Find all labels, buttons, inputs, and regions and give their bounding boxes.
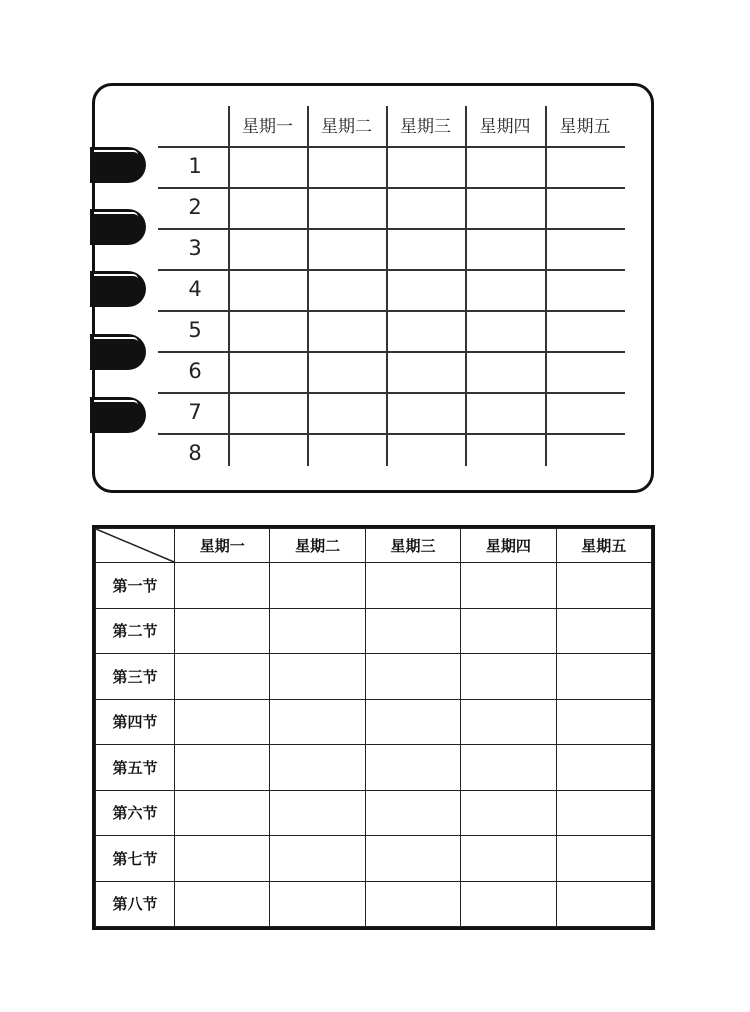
grid-empty-cell[interactable]: [270, 654, 365, 700]
grid-period-row: [96, 608, 652, 654]
grid-period-row: [96, 790, 652, 836]
grid-day-header: 星期一: [175, 529, 270, 563]
grid-period-label: 第八节: [96, 881, 175, 927]
notebook-column-line: [386, 106, 388, 466]
grid-empty-cell[interactable]: [365, 836, 460, 882]
grid-empty-cell[interactable]: [365, 881, 460, 927]
grid-empty-cell[interactable]: [270, 790, 365, 836]
grid-day-header: 星期三: [365, 529, 460, 563]
grid-empty-cell[interactable]: [556, 699, 651, 745]
grid-empty-cell[interactable]: [175, 654, 270, 700]
grid-period-row: [96, 563, 652, 609]
grid-empty-cell[interactable]: [461, 563, 556, 609]
notebook-day-header: 星期二: [321, 117, 372, 137]
notebook-day-header: 星期四: [479, 117, 531, 137]
grid-period-label: 第一节: [96, 563, 175, 609]
grid-empty-cell[interactable]: [175, 881, 270, 927]
grid-empty-cell[interactable]: [556, 881, 651, 927]
grid-empty-cell[interactable]: [270, 608, 365, 654]
grid-period-label: 第五节: [96, 745, 175, 791]
grid-period-label: 第四节: [96, 699, 175, 745]
grid-empty-cell[interactable]: [461, 790, 556, 836]
grid-empty-cell[interactable]: [461, 608, 556, 654]
grid-empty-cell[interactable]: [365, 654, 460, 700]
grid-empty-cell[interactable]: [556, 608, 651, 654]
grid-empty-cell[interactable]: [175, 790, 270, 836]
binder-ring-icon: [90, 334, 146, 370]
grid-empty-cell[interactable]: [175, 563, 270, 609]
notebook-column-line: [545, 106, 547, 466]
notebook-day-header: 星期一: [242, 117, 293, 137]
binder-ring-icon: [90, 209, 146, 245]
grid-empty-cell[interactable]: [365, 745, 460, 791]
grid-empty-cell[interactable]: [270, 745, 365, 791]
grid-day-header: 星期二: [270, 529, 365, 563]
grid-empty-cell[interactable]: [365, 790, 460, 836]
notebook-day-header: 星期三: [400, 117, 451, 137]
grid-empty-cell[interactable]: [556, 836, 651, 882]
grid-period-label: 第七节: [96, 836, 175, 882]
notebook-period-number: 4: [188, 277, 202, 301]
grid-header-row: [96, 529, 652, 563]
grid-schedule-table: [95, 528, 652, 927]
notebook-period-number: 6: [188, 359, 202, 383]
grid-empty-cell[interactable]: [461, 881, 556, 927]
notebook-period-number: 5: [188, 318, 202, 342]
corner-diagonal-line: [96, 529, 174, 562]
binder-ring-icon: [90, 271, 146, 307]
grid-period-row: [96, 836, 652, 882]
grid-empty-cell[interactable]: [365, 699, 460, 745]
notebook-column-line: [228, 106, 230, 466]
grid-empty-cell[interactable]: [175, 836, 270, 882]
grid-empty-cell[interactable]: [175, 745, 270, 791]
grid-period-row: [96, 745, 652, 791]
notebook-column-line: [465, 106, 467, 466]
grid-day-header: 星期四: [461, 529, 556, 563]
grid-empty-cell[interactable]: [270, 881, 365, 927]
grid-empty-cell[interactable]: [270, 699, 365, 745]
grid-day-header: 星期五: [556, 529, 651, 563]
grid-empty-cell[interactable]: [556, 745, 651, 791]
grid-period-row: [96, 654, 652, 700]
grid-period-label: 第二节: [96, 608, 175, 654]
notebook-period-number: 1: [188, 154, 202, 178]
grid-empty-cell[interactable]: [270, 563, 365, 609]
notebook-day-header: 星期五: [559, 117, 611, 137]
notebook-period-number: 3: [188, 236, 202, 260]
grid-empty-cell[interactable]: [365, 563, 460, 609]
grid-empty-cell[interactable]: [270, 836, 365, 882]
grid-period-label: 第三节: [96, 654, 175, 700]
grid-empty-cell[interactable]: [461, 836, 556, 882]
grid-empty-cell[interactable]: [365, 608, 460, 654]
notebook-period-number: 7: [188, 400, 202, 424]
grid-period-label: 第六节: [96, 790, 175, 836]
notebook-column-line: [307, 106, 309, 466]
binder-ring-icon: [90, 397, 146, 433]
grid-empty-cell[interactable]: [461, 699, 556, 745]
grid-empty-cell[interactable]: [556, 790, 651, 836]
grid-corner-cell: [96, 529, 175, 563]
grid-empty-cell[interactable]: [461, 654, 556, 700]
notebook-period-number: 8: [188, 441, 202, 465]
grid-schedule: [92, 525, 655, 930]
grid-empty-cell[interactable]: [461, 745, 556, 791]
grid-empty-cell[interactable]: [175, 608, 270, 654]
grid-empty-cell[interactable]: [175, 699, 270, 745]
binder-ring-icon: [90, 147, 146, 183]
notebook-period-number: 2: [188, 195, 202, 219]
grid-period-row: [96, 881, 652, 927]
grid-empty-cell[interactable]: [556, 654, 651, 700]
grid-empty-cell[interactable]: [556, 563, 651, 609]
grid-period-row: [96, 699, 652, 745]
